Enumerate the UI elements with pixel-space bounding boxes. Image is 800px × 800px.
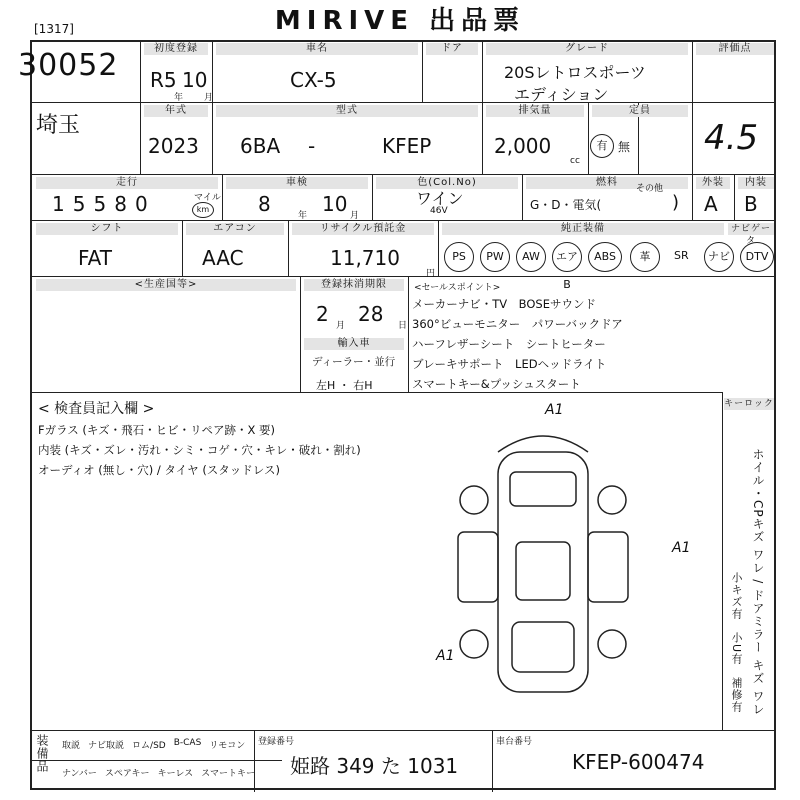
inspection-month: 10 xyxy=(322,192,348,216)
model-year: 2023 xyxy=(148,134,199,158)
inspection-note: Fガラス (キズ・飛石・ヒビ・リペア跡・X 要) xyxy=(38,423,275,437)
lot-code: [1317] xyxy=(34,22,74,36)
accessory-label: ナビ取説 xyxy=(88,741,125,751)
inspection-note: オーディオ (無し・穴) / タイヤ (スタッドレス) xyxy=(38,463,280,477)
aircon: AAC xyxy=(202,246,244,270)
label-interior: 内装 xyxy=(738,177,774,189)
label-aircon: エアコン xyxy=(186,223,284,235)
side-note: 小キズ有 小U有 補修有 xyxy=(730,572,743,714)
mileage-digit: 0 xyxy=(134,192,148,216)
mileage-digit: 1 xyxy=(52,192,65,216)
label-recycle: リサイクル預託金 xyxy=(292,223,434,235)
label-car-name: 車名 xyxy=(216,43,418,55)
reg-day: 28 xyxy=(358,302,384,326)
fuel-other-label: その他 xyxy=(636,184,664,194)
equip-airbag: エアB xyxy=(552,242,582,272)
equip-navi: ナビ xyxy=(704,242,734,272)
label-reg-number: 登録番号 xyxy=(258,737,295,747)
km-unit: km xyxy=(192,202,214,218)
accessory-label: スペアキー xyxy=(104,769,150,779)
equip-sr: SR xyxy=(674,249,689,262)
equip-leather: 革 xyxy=(630,242,660,272)
region: 埼玉 xyxy=(36,113,81,138)
inspection-year: 8 xyxy=(258,192,271,216)
label-mileage: 走行 xyxy=(36,177,218,189)
label-memo: <生産国等> xyxy=(36,279,296,291)
equip-aw: AW xyxy=(516,242,546,272)
accessory-label: 取説 xyxy=(62,741,81,751)
inspection-month-unit: 月 xyxy=(350,211,360,221)
damage-mark: A1 xyxy=(672,540,691,556)
inspection-notes xyxy=(38,420,361,480)
grade-line2: エディション xyxy=(514,85,609,104)
interior-grade: B xyxy=(744,192,758,216)
first-reg-era: R5 xyxy=(150,68,177,92)
damage-mark: A1 xyxy=(545,402,564,418)
label-inspection: 車検 xyxy=(226,177,368,189)
sales-point: メーカーナビ・TV BOSEサウンド xyxy=(412,297,596,311)
car-name: CX-5 xyxy=(290,68,337,92)
year-unit: 年 xyxy=(174,93,184,103)
auction-sheet xyxy=(18,22,776,790)
roof-panel xyxy=(516,542,570,600)
equip-pw: PW xyxy=(480,242,510,272)
equip-abs: ABS xyxy=(588,242,622,272)
handle-side: 左H ・ 右H xyxy=(316,379,373,392)
sales-points xyxy=(412,294,623,394)
yen-unit: 円 xyxy=(426,269,436,279)
accessory-label: リモコン xyxy=(209,741,246,751)
reg-month: 2 xyxy=(316,302,329,326)
rear-spoiler xyxy=(498,436,588,452)
mileage xyxy=(52,192,192,216)
label-model: 型式 xyxy=(216,105,478,117)
cc-unit: cc xyxy=(570,156,580,166)
shift: FAT xyxy=(78,246,113,270)
right-door-panel xyxy=(588,532,628,602)
lot-number: 30052 xyxy=(18,48,119,83)
chassis-number: KFEP-600474 xyxy=(572,750,705,774)
label-door: ドア xyxy=(426,43,478,55)
wheel-rear-right xyxy=(598,486,626,514)
rear-window xyxy=(510,472,576,506)
recycle-amount: 11,710 xyxy=(330,246,400,270)
wheel-front-right xyxy=(598,630,626,658)
mileage-digit: 5 xyxy=(72,192,86,216)
label-key-lock: キーロック xyxy=(724,399,774,409)
label-shift: シフト xyxy=(36,223,178,235)
label-score: 評価点 xyxy=(696,43,774,55)
bottom-side-label: 装備品 xyxy=(35,734,49,773)
mileage-digit: 5 xyxy=(93,192,107,216)
grade-line1: 20Sレトロスポーツ xyxy=(504,63,646,82)
left-door-panel xyxy=(458,532,498,602)
fuel-close: ) xyxy=(672,192,680,213)
label-year: 年式 xyxy=(144,105,208,117)
displacement: 2,000 xyxy=(494,134,552,158)
mile-unit: マイル xyxy=(194,193,221,203)
label-equipment: 純正装備 xyxy=(442,223,724,235)
model-prefix: 6BA xyxy=(240,134,281,158)
inspection-note: 内装 (キズ・ズレ・汚れ・シミ・コゲ・穴・キレ・破れ・割れ) xyxy=(38,443,361,457)
sales-point: 360°ビューモニター パワーバックドア xyxy=(412,317,623,331)
accessory-row-2 xyxy=(62,766,255,779)
turbo-no: 無 xyxy=(618,140,631,154)
wheel-front-left xyxy=(460,630,488,658)
inspection-year-unit: 年 xyxy=(298,211,308,221)
first-reg-month: 10 xyxy=(182,68,208,92)
damage-mark: A1 xyxy=(436,648,455,664)
wheel-rear-left xyxy=(460,486,488,514)
month-unit: 月 xyxy=(204,93,214,103)
reg-number: 姫路 349 た 1031 xyxy=(290,754,459,778)
label-first-reg: 初度登録 xyxy=(144,43,208,55)
exterior-grade: A xyxy=(704,192,718,216)
label-exterior: 外装 xyxy=(696,177,730,189)
label-sales-point: <セールスポイント> xyxy=(414,283,501,293)
turbo-yes: 有 xyxy=(590,134,614,158)
label-import: 輸入車 xyxy=(304,338,404,350)
equip-ps: PS xyxy=(444,242,474,272)
accessory-label: スマートキー xyxy=(201,769,255,779)
accessory-label: キーレス xyxy=(157,769,194,779)
label-grade: グレード xyxy=(486,43,688,55)
fuel-options: G・D・電気( xyxy=(530,198,602,212)
model-dash: - xyxy=(308,134,316,158)
sales-point: スマートキー&プッシュスタート xyxy=(412,377,581,391)
mileage-digit: 8 xyxy=(114,192,127,216)
label-chassis-number: 車台番号 xyxy=(496,737,533,747)
reg-day-unit: 日 xyxy=(398,321,408,331)
label-displacement: 排気量 xyxy=(486,105,584,117)
car-diagram xyxy=(438,422,648,712)
score: 4.5 xyxy=(704,118,759,158)
color-code: 46V xyxy=(430,206,448,216)
sales-point: ハーフレザーシート シートヒーター xyxy=(412,337,606,351)
label-fixed: 定員 xyxy=(592,105,688,117)
accessory-row-1 xyxy=(62,738,245,751)
reg-month-unit: 月 xyxy=(336,321,346,331)
accessory-label: ロム/SD xyxy=(132,741,166,751)
label-fuel: 燃料 xyxy=(526,177,688,189)
side-note: ホイル・CPキズ ワレ / ドアミラー キズ ワレ xyxy=(751,448,765,716)
color: ワイン xyxy=(416,189,464,208)
inspector-title: < 検査員記入欄 > xyxy=(38,401,155,417)
label-reg-deadline: 登録抹消期限 xyxy=(304,279,404,291)
label-color: 色(Col.No) xyxy=(376,177,518,189)
accessory-label: ナンバー xyxy=(62,769,97,779)
equip-dtv: DTV xyxy=(740,242,774,272)
label-navi-etc: ナビゲータ xyxy=(728,223,774,235)
model-code: KFEP xyxy=(382,134,432,158)
import-type: ディーラー・並行 xyxy=(312,356,396,368)
hood-panel xyxy=(512,622,574,672)
page-title: MIRIVE 出品票 xyxy=(274,6,526,36)
accessory-label: B-CAS xyxy=(173,738,202,748)
sales-point: ブレーキサポート LEDヘッドライト xyxy=(412,357,607,371)
